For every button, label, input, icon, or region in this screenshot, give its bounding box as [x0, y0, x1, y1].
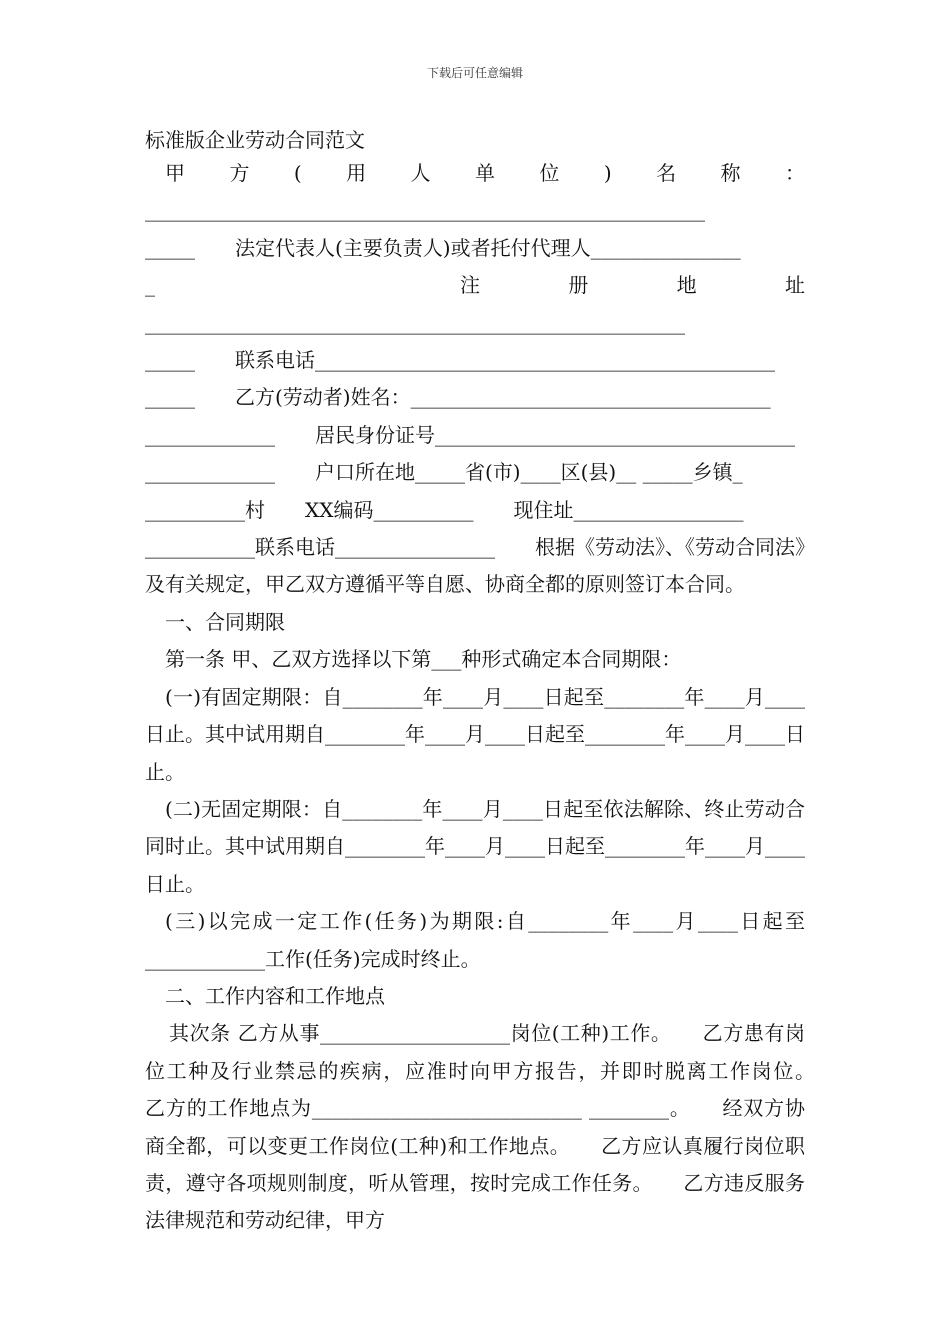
paragraph-household: _____________ 户口所在地_____省(市)____区(县)__ _____乡镇_	[145, 460, 743, 485]
clause-open-term: (二)无固定期限：自________年____月____日起至依法解除、终止劳动合同时止。其中试用期自________年____月____日起至________年____月____日止。	[145, 796, 805, 896]
clause-task-term: (三)以完成一定工作(任务)为期限:自________年____月____日起至____________工作(任务)完成时终止。	[145, 909, 805, 971]
article-2: 其次条 乙方从事___________________岗位(工种)工作。 乙方患有岗位工种及行业禁忌的疾病，应准时向甲方报告，并即时脱离工作岗位。 乙方的工作地点为___________________________ ________。 经双方协商全都，可以变更工作岗位(工种)和工作地点。 乙方应认真履行岗位职责，遵守各项规则制度，听从管理，按时完成工作任务。 乙方违反服务法律规范和劳动纪律，甲方	[145, 1021, 845, 1233]
paragraph-id-number: _____________ 居民身份证号____________________________________	[145, 422, 795, 447]
article-1: 第一条 甲、乙双方选择以下第___种形式确定本合同期限：	[165, 647, 682, 672]
paragraph-party-b-name: _____ 乙方(劳动者)姓名：____________________________________	[145, 385, 771, 410]
paragraph-preamble: ___________联系电话________________ 根据《劳动法》、《劳动合同法》及有关规定，甲乙双方遵循平等自愿、协商全都的原则签订本合同。	[145, 535, 805, 597]
paragraph-legal-rep: _____ 法定代表人(主要负责人)或者托付代理人_______________	[145, 235, 741, 260]
clause-fixed-term: (一)有固定期限：自________年____月____日起至________年____月____日止。其中试用期自________年____月____日起至________年____月____日止。	[145, 684, 805, 784]
page-header-note: 下载后可任意编辑	[426, 66, 523, 80]
paragraph-party-a-name: 甲方(用人单位)名称：________________________________________________________	[145, 161, 805, 223]
paragraph-phone: _____ 联系电话______________________________________________	[145, 348, 775, 373]
document-title: 标准版企业劳动合同范文	[145, 128, 365, 152]
section-heading-term: 一、合同期限	[165, 609, 285, 634]
paragraph-registered-address: _ 注册地址______________________________________________________	[145, 273, 805, 335]
paragraph-current-address: __________村 XX编码__________ 现住址_________________	[145, 497, 744, 522]
section-heading-work: 二、工作内容和工作地点	[165, 983, 385, 1008]
document-body	[145, 155, 845, 1240]
